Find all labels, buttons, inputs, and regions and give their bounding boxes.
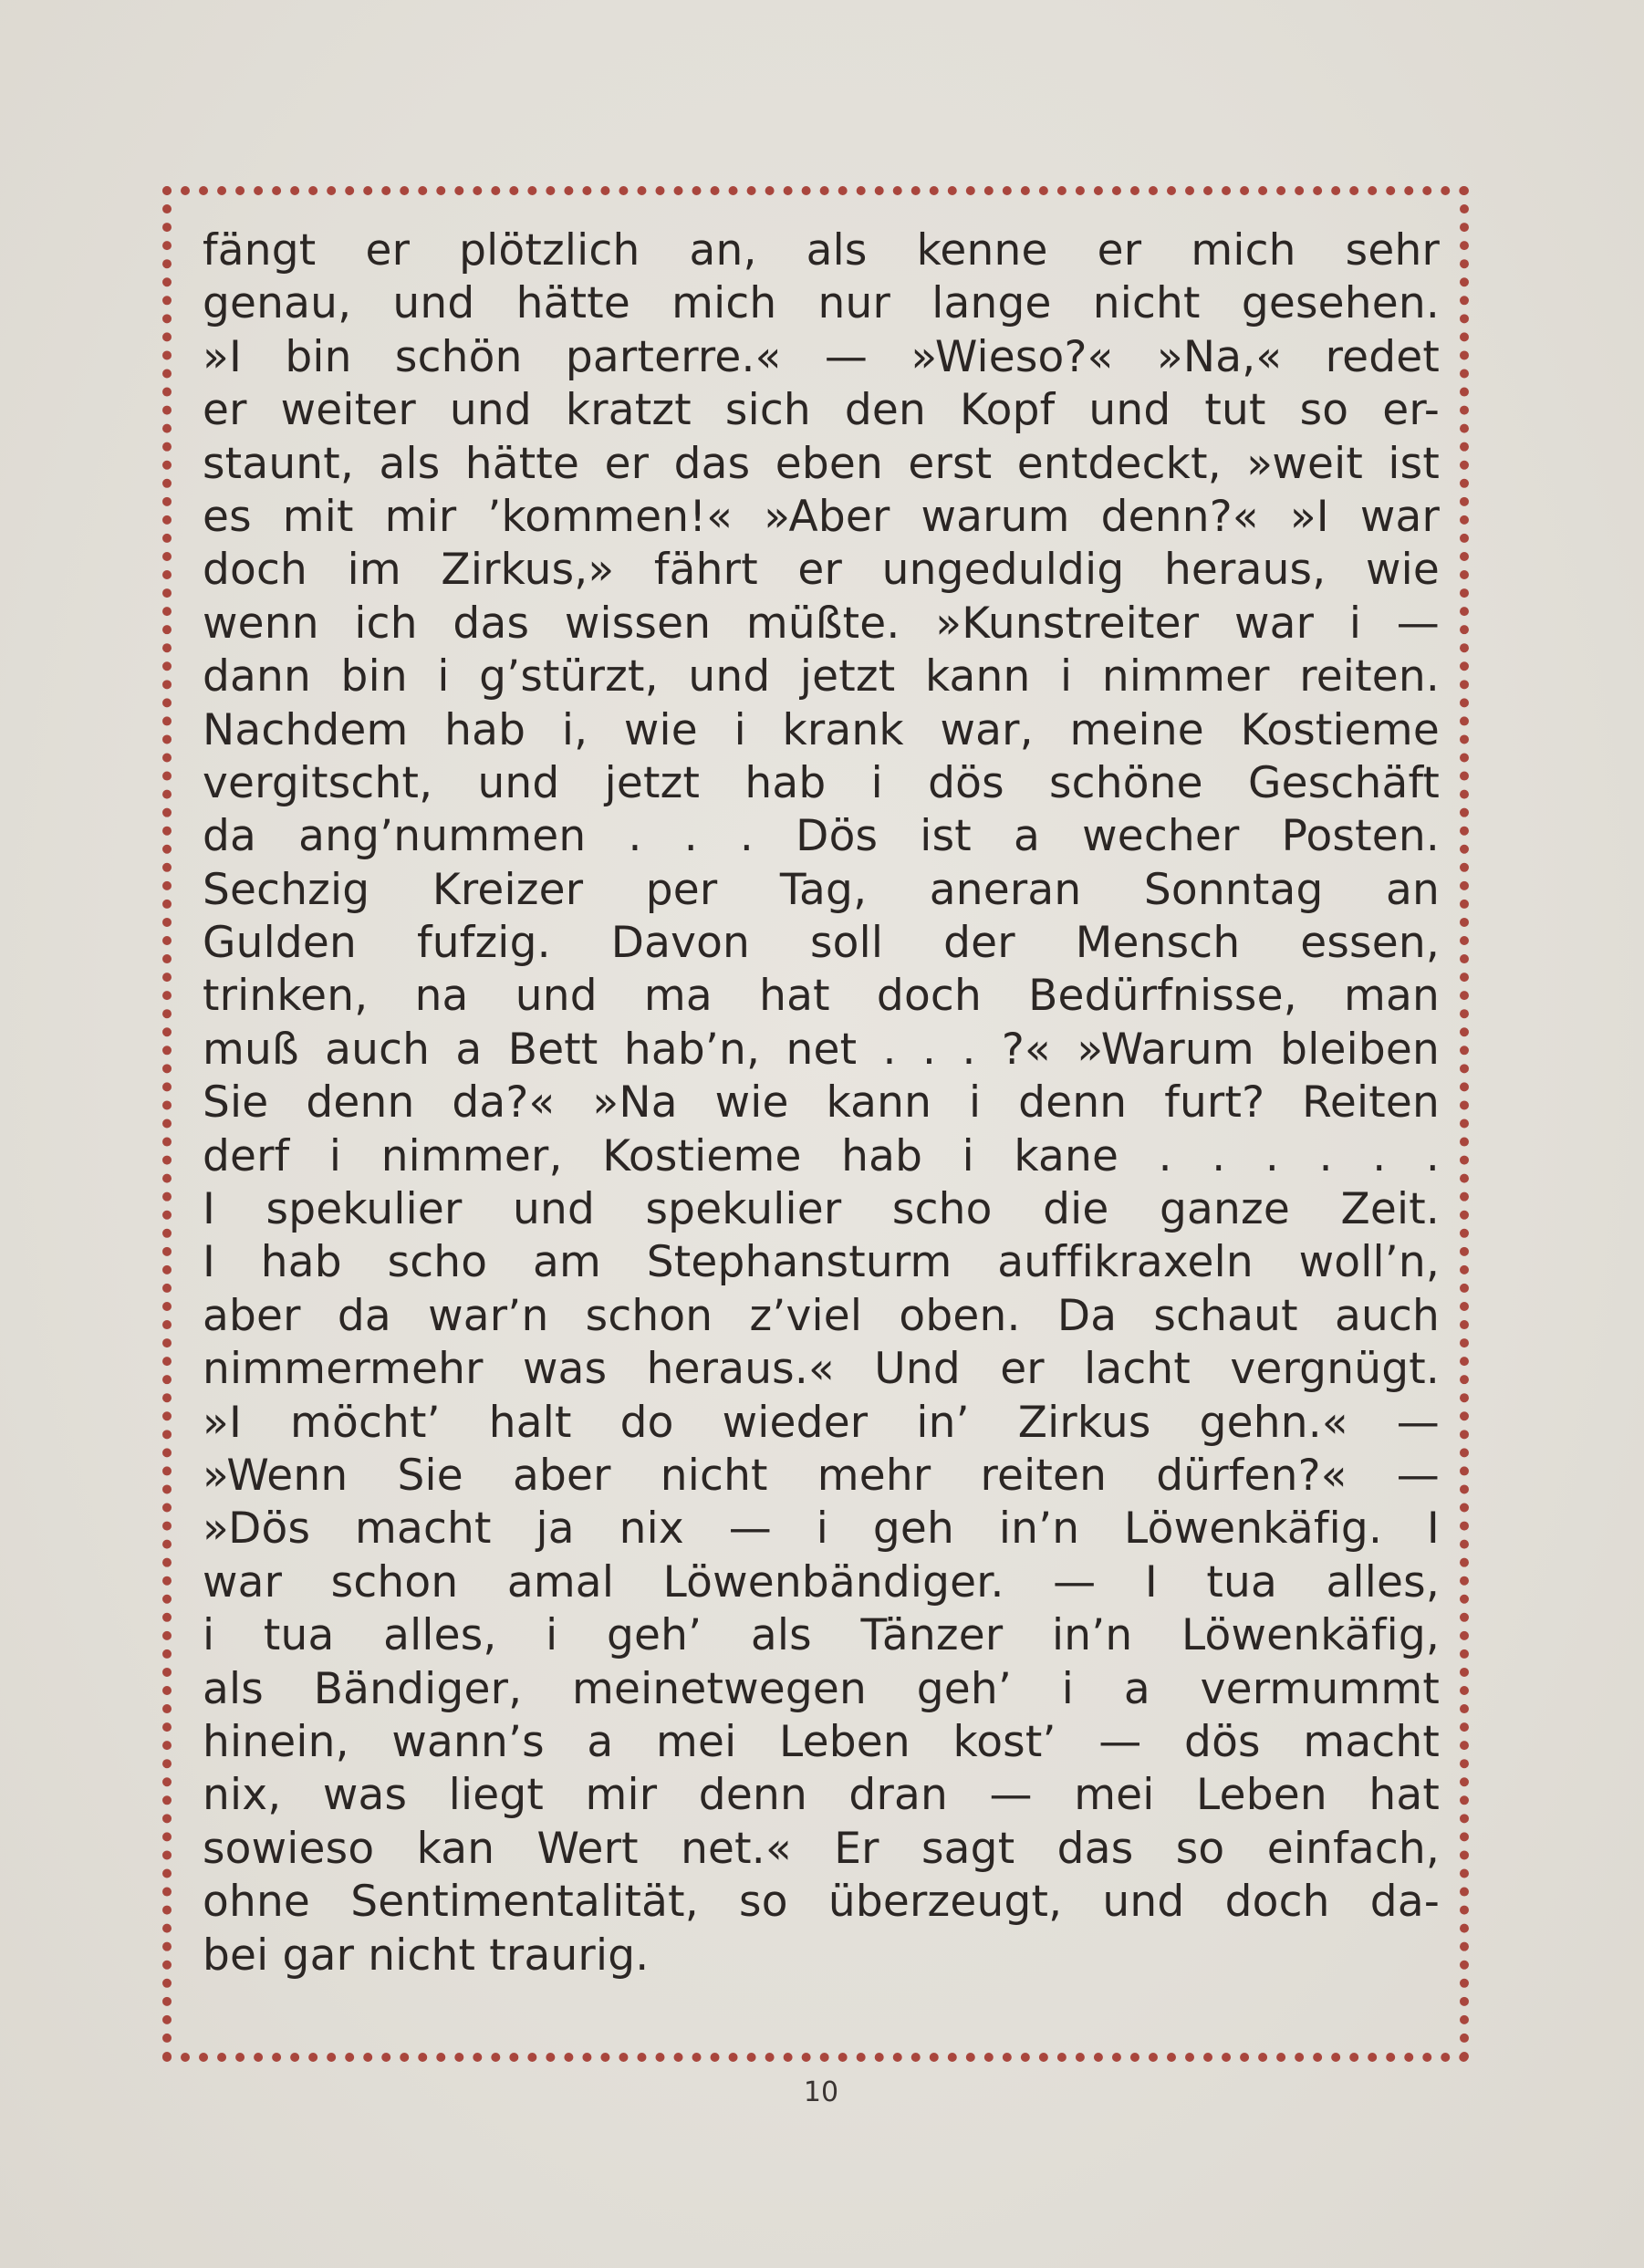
text-line: war schon amal Löwenbändiger. — I tua alles, — [203, 1556, 1440, 1607]
text-line: fängt er plötzlich an, als kenne er mich sehr — [203, 225, 1440, 276]
text-line: doch im Zirkus,» fährt er ungeduldig heraus, wie — [203, 545, 1440, 596]
text-line: es mit mir ’kommen!« »Aber warum denn?« »I war — [203, 491, 1440, 542]
text-line: bei gar nicht traurig. — [203, 1930, 650, 1981]
text-line: aber da war’n schon z’viel oben. Da schaut auch — [203, 1290, 1440, 1341]
text-line: als Bändiger, meinetwegen geh’ i a vermummt — [203, 1663, 1440, 1714]
text-line: ohne Sentimentalität, so überzeugt, und doch da- — [203, 1877, 1440, 1928]
text-line: Sechzig Kreizer per Tag, aneran Sonntag an — [203, 864, 1440, 915]
text-line: Gulden fufzig. Davon soll der Mensch essen, — [203, 918, 1440, 969]
text-line: sowieso kan Wert net.« Er sagt das so einfach, — [203, 1823, 1440, 1874]
text-line: »I bin schön parterre.« — »Wieso?« »Na,« redet — [203, 331, 1440, 382]
page-number: 10 — [803, 2076, 839, 2108]
text-line: derf i nimmer, Kostieme hab i kane . . . . . . — [203, 1130, 1440, 1181]
text-line: »Wenn Sie aber nicht mehr reiten dürfen?« — — [203, 1450, 1440, 1501]
text-line: vergitscht, und jetzt hab i dös schöne Geschäft — [203, 757, 1440, 808]
text-line: er weiter und kratzt sich den Kopf und tut so er- — [203, 385, 1440, 436]
text-line: I hab scho am Stephansturm auffikraxeln woll’n, — [203, 1237, 1440, 1288]
text-line: Nachdem hab i, wie i krank war, meine Kostieme — [203, 704, 1440, 755]
text-line: nimmermehr was heraus.« Und er lacht vergnügt. — [203, 1344, 1440, 1395]
text-line: staunt, als hätte er das eben erst entdeckt, »weit ist — [203, 438, 1440, 489]
text-line: i tua alles, i geh’ als Tänzer in’n Löwenkäfig, — [203, 1610, 1440, 1661]
text-line: da ang’nummen . . . Dös ist a wecher Posten. — [203, 811, 1440, 862]
text-line: genau, und hätte mich nur lange nicht gesehen. — [203, 278, 1440, 329]
body-text — [203, 224, 1440, 1982]
text-line: »I möcht’ halt do wieder in’ Zirkus gehn.« — — [203, 1397, 1440, 1448]
text-line: trinken, na und ma hat doch Bedürfnisse, man — [203, 971, 1440, 1022]
text-line: »Dös macht ja nix — i geh in’n Löwenkäfig. I — [203, 1503, 1440, 1555]
text-line: wenn ich das wissen müßte. »Kunstreiter war i — — [203, 598, 1440, 649]
text-line: muß auch a Bett hab’n, net . . . ?« »Warum bleiben — [203, 1024, 1440, 1075]
text-line: Sie denn da?« »Na wie kann i denn furt? Reiten — [203, 1077, 1440, 1129]
text-line: hinein, wann’s a mei Leben kost’ — dös macht — [203, 1716, 1440, 1767]
text-line: I spekulier und spekulier scho die ganze Zeit. — [203, 1184, 1440, 1235]
text-line: nix, was liegt mir denn dran — mei Leben hat — [203, 1770, 1440, 1821]
text-line: dann bin i g’stürzt, und jetzt kann i nimmer reiten. — [203, 651, 1440, 702]
